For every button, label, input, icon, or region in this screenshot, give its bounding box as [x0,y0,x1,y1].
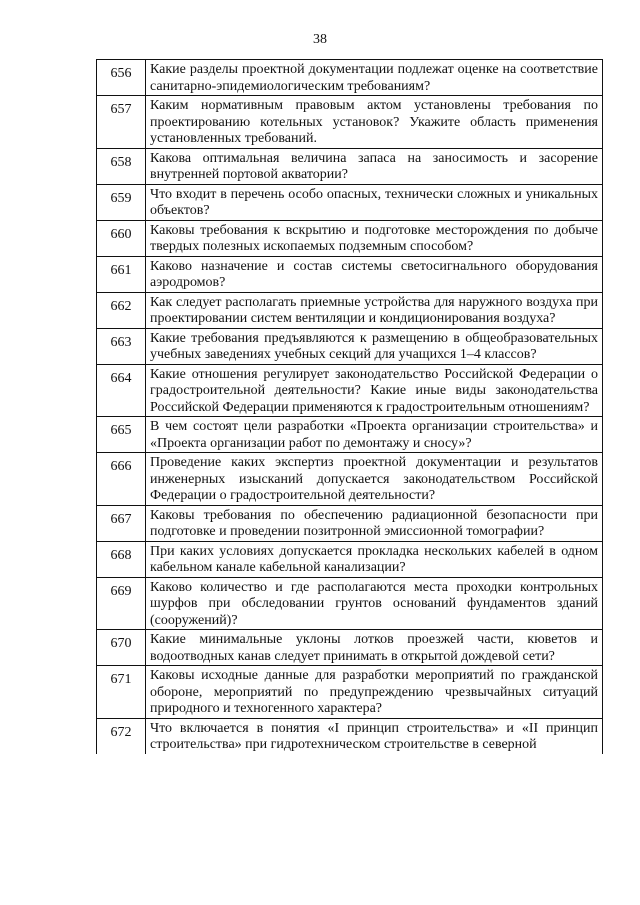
question-number: 668 [97,541,146,577]
question-text: Каковы исходные данные для разработки мероприятий по гражданской обороне, мероприятий по предупреждению чрезвычайных ситуаций природного и техногенного характера? [146,666,603,719]
question-number: 664 [97,364,146,417]
question-number: 669 [97,577,146,630]
question-number: 671 [97,666,146,719]
table-row [97,630,603,666]
question-text: Какие минимальные уклоны лотков проезжей части, кюветов и водоотводных канав следует принимать в открытой дождевой сети? [146,630,603,666]
table-row [97,577,603,630]
table-row [97,96,603,149]
question-number: 667 [97,505,146,541]
table-row [97,364,603,417]
question-text: Каким нормативным правовым актом установлены требования по проектированию котельных установок? Укажите область применения установленных требований. [146,96,603,149]
question-number: 660 [97,220,146,256]
table-row [97,328,603,364]
table-row [97,417,603,453]
question-number: 663 [97,328,146,364]
question-number: 662 [97,292,146,328]
table-row [97,505,603,541]
table-row [97,184,603,220]
question-text: Каково назначение и состав системы светосигнального оборудования аэродромов? [146,256,603,292]
table-row [97,60,603,96]
question-text: Проведение каких экспертиз проектной документации и результатов инженерных изысканий допускается законодательством Российской Федерации о градостроительной деятельности? [146,453,603,506]
question-text: В чем состоят цели разработки «Проекта организации строительства» и «Проекта организации работ по демонтажу и сносу»? [146,417,603,453]
question-number: 672 [97,718,146,754]
table-row [97,256,603,292]
question-text: Какие отношения регулирует законодательство Российской Федерации о градостроительной деятельности? Какие иные виды законодательства Российской Федерации применяются к градостроительным отношениям? [146,364,603,417]
question-text: Каковы требования к вскрытию и подготовке месторождения по добыче твердых полезных ископаемых подземным способом? [146,220,603,256]
question-number: 666 [97,453,146,506]
question-text: Что входит в перечень особо опасных, технически сложных и уникальных объектов? [146,184,603,220]
table-row [97,148,603,184]
question-text: Каковы требования по обеспечению радиационной безопасности при подготовке и проведении позитронной эмиссионной томографии? [146,505,603,541]
question-text: При каких условиях допускается прокладка нескольких кабелей в одном кабельном канале кабельной канализации? [146,541,603,577]
question-text: Что включается в понятия «I принцип строительства» и «II принцип строительства» при гидротехническом строительстве в северной [146,718,603,754]
question-number: 658 [97,148,146,184]
question-text: Какие разделы проектной документации подлежат оценке на соответствие санитарно-эпидемиологическим требованиям? [146,60,603,96]
question-number: 670 [97,630,146,666]
question-number: 656 [97,60,146,96]
page-number: 38 [313,32,327,47]
question-number: 661 [97,256,146,292]
question-text: Каково количество и где располагаются места проходки контрольных шурфов при обследовании грунтов оснований фундаментов зданий (сооружений)? [146,577,603,630]
table-row [97,220,603,256]
table-row [97,541,603,577]
question-number: 657 [97,96,146,149]
question-number: 665 [97,417,146,453]
question-number: 659 [97,184,146,220]
table-row [97,453,603,506]
question-text: Какова оптимальная величина запаса на заносимость и засорение внутренней портовой акватории? [146,148,603,184]
table-row [97,718,603,754]
table-row [97,292,603,328]
questions-table-body [97,60,603,754]
table-row [97,666,603,719]
question-text: Как следует располагать приемные устройства для наружного воздуха при проектировании систем вентиляции и кондиционирования воздуха? [146,292,603,328]
question-text: Какие требования предъявляются к размещению в общеобразовательных учебных заведениях учебных секций для учащихся 1–4 классов? [146,328,603,364]
questions-table [96,59,603,754]
